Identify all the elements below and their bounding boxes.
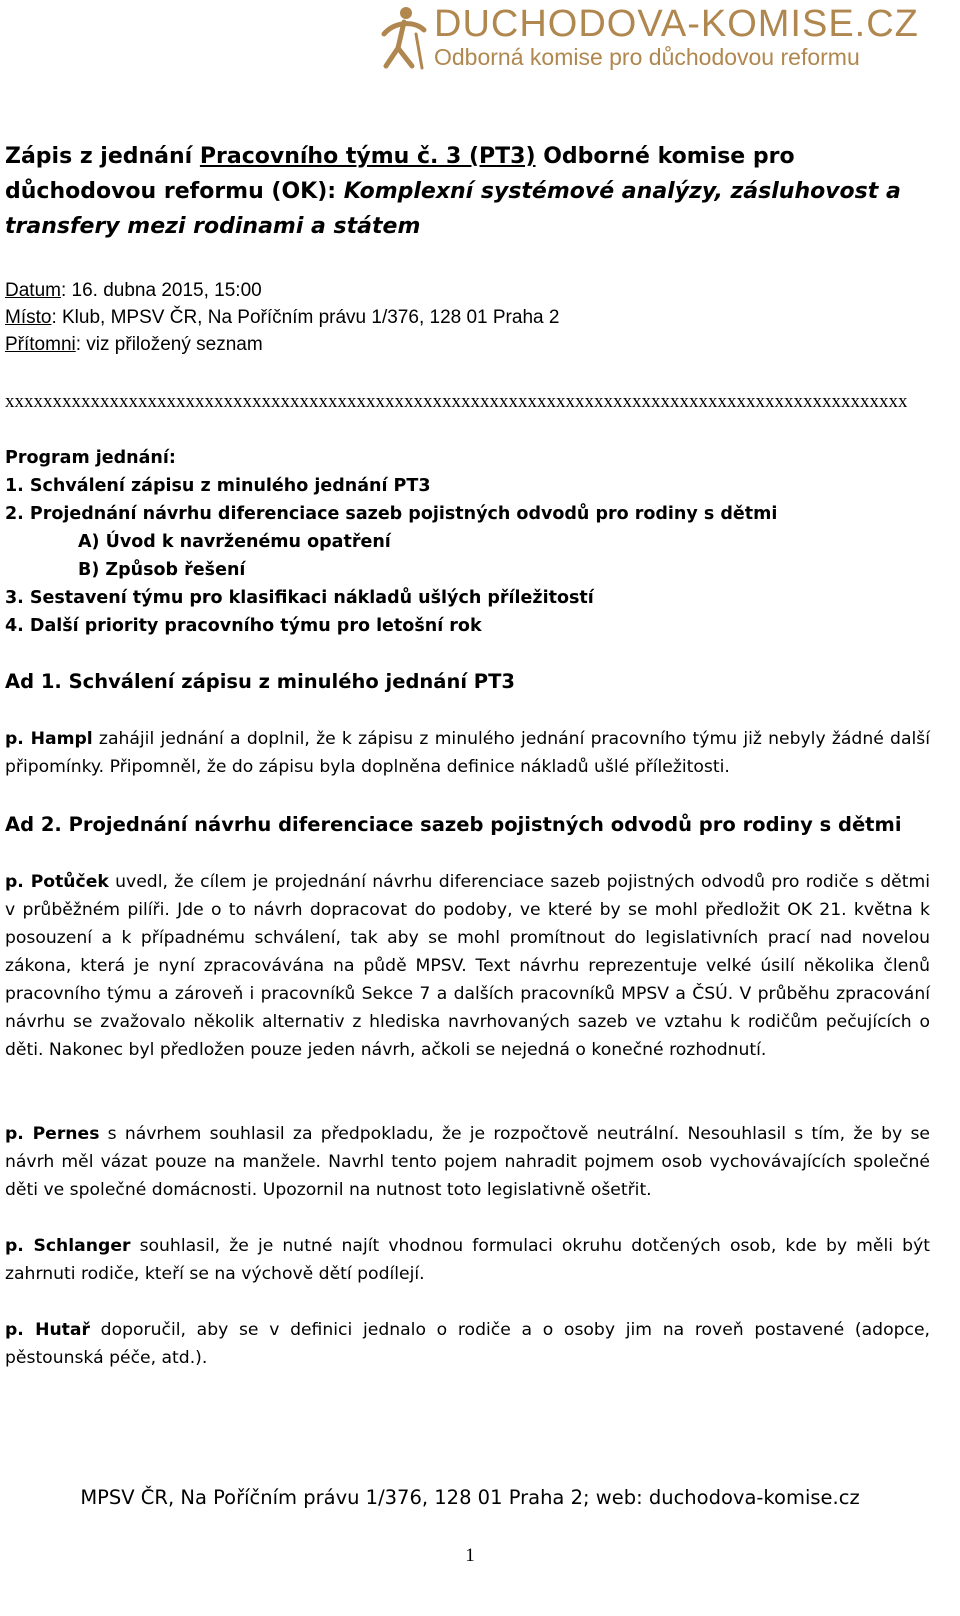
place-value: : Klub, MPSV ČR, Na Poříčním právu 1/376, 128 01 Praha 2: [51, 307, 560, 328]
speaker-prefix: p.: [5, 1124, 33, 1144]
section-1-heading: Ad 1. Schválení zápisu z minulého jednání PT3: [5, 670, 515, 693]
title-topic: Komplexní systémové analýzy, zásluhovost a transfery mezi rodinami a státem: [5, 179, 901, 239]
agenda-subitem: B) Způsob řešení: [78, 560, 246, 580]
brand-name: DUCHODOVA-KOMISE.CZ: [434, 3, 919, 45]
speaker-name: Potůček: [30, 872, 109, 892]
title-team-name: Pracovního týmu č. 3 (PT3): [199, 144, 536, 169]
speaker-name: Pernes: [32, 1124, 100, 1144]
paragraph-text: souhlasil, že je nutné najít vhodnou formulaci okruhu dotčených osob, kde by měli být zahrnuti rodiče, kteří se na výchově dětí podílejí.: [5, 1236, 930, 1284]
meta-place: [5, 304, 559, 332]
paragraph-text: doporučil, aby se v definici jednalo o rodiče a o osoby jim na roveň postavené (adopce, pěstounská péče, atd.).: [5, 1320, 930, 1368]
agenda-item: 2. Projednání návrhu diferenciace sazeb pojistných odvodů pro rodiny s dětmi: [5, 504, 778, 524]
section-2-paragraph: [5, 1120, 930, 1204]
paragraph-text: s návrhem souhlasil za předpokladu, že je rozpočtově neutrální. Nesouhlasil s tím, že by se návrh měl vázat pouze na manžele. Navrhl tento pojem nahradit pojmem osob vychovávajících společné děti ve společné domácnosti. Upozornil na nutnost toto legislativně ošetřit.: [5, 1124, 930, 1200]
page-footer: MPSV ČR, Na Poříčním právu 1/376, 128 01 Praha 2; web: duchodova-komise.cz: [80, 1486, 860, 1509]
speaker-prefix: p.: [5, 1320, 36, 1340]
meta-date: [5, 277, 262, 305]
title-part-1: Zápis z jednání: [5, 144, 200, 169]
section-2-heading: Ad 2. Projednání návrhu diferenciace sazeb pojistných odvodů pro rodiny s dětmi: [5, 813, 902, 836]
speaker-name: Hampl: [30, 729, 93, 749]
agenda-subitem: A) Úvod k navrženému opatření: [78, 532, 391, 552]
attendees-value: : viz přiložený seznam: [75, 334, 263, 355]
document-title: [5, 139, 930, 244]
section-1-paragraph: [5, 725, 930, 781]
section-2-paragraph: [5, 1232, 930, 1288]
title-part-3: Odborné komise pro důchodovou reformu (OK):: [5, 144, 795, 204]
page-number: 1: [465, 1545, 475, 1566]
section-2-paragraph: [5, 1316, 930, 1372]
paragraph-text: zahájil jednání a doplnil, že k zápisu z minulého jednání pracovního týmu již nebyly žádné další připomínky. Připomněl, že do zápisu byla doplněna definice nákladů ušlé příležitosti.: [5, 729, 930, 777]
meta-attendees: [5, 331, 263, 359]
agenda-item: 3. Sestavení týmu pro klasifikaci nákladů ušlých příležitostí: [5, 588, 594, 608]
agenda-item: 1. Schválení zápisu z minulého jednání PT3: [5, 476, 431, 496]
agenda-item: 4. Další priority pracovního týmu pro letošní rok: [5, 616, 482, 636]
brand-tagline: Odborná komise pro důchodovou reformu: [434, 44, 860, 70]
agenda-heading: Program jednání:: [5, 448, 176, 468]
paragraph-text: uvedl, že cílem je projednání návrhu diferenciace sazeb pojistných odvodů pro rodiče s dětmi v průběžném pilíři. Jde o to návrh dopracovat do podoby, ve které by se mohl předložit OK 21. května k posouzení a k případnému schválení, tak aby se mohl promítnout do legislativních prací nad novelou zákona, která je nyní zpracovávána na půdě MPSV. Text návrhu reprezentuje velké úsilí několika členů pracovního týmu a zároveň i pracovníků Sekce 7 a dalších pracovníků MPSV a ČSÚ. V průběhu zpracování návrhu se zvažovalo několik alternativ z hlediska navrhovaných sazeb ve vztahu k rodičům pečujících o děti. Nakonec byl předložen pouze jeden návrh, ačkoli se nejedná o konečné rozhodnutí.: [5, 872, 930, 1060]
pension-figure-logo-icon: [376, 4, 432, 70]
separator-line: xxxxxxxxxxxxxxxxxxxxxxxxxxxxxxxxxxxxxxxxxxxxxxxxxxxxxxxxxxxxxxxxxxxxxxxxxxxxxxxxxxxxxxxxxxxxxxx: [5, 391, 908, 412]
place-label: Místo: [5, 307, 52, 328]
speaker-prefix: p.: [5, 729, 31, 749]
speaker-name: Hutař: [35, 1320, 90, 1340]
speaker-prefix: p.: [5, 1236, 34, 1256]
section-2-paragraph: [5, 868, 930, 1064]
speaker-prefix: p.: [5, 872, 31, 892]
attendees-label: Přítomni: [5, 334, 76, 355]
date-label: Datum: [5, 280, 61, 301]
speaker-name: Schlanger: [33, 1236, 131, 1256]
header-logo: [376, 4, 960, 74]
date-value: : 16. dubna 2015, 15:00: [60, 280, 262, 301]
